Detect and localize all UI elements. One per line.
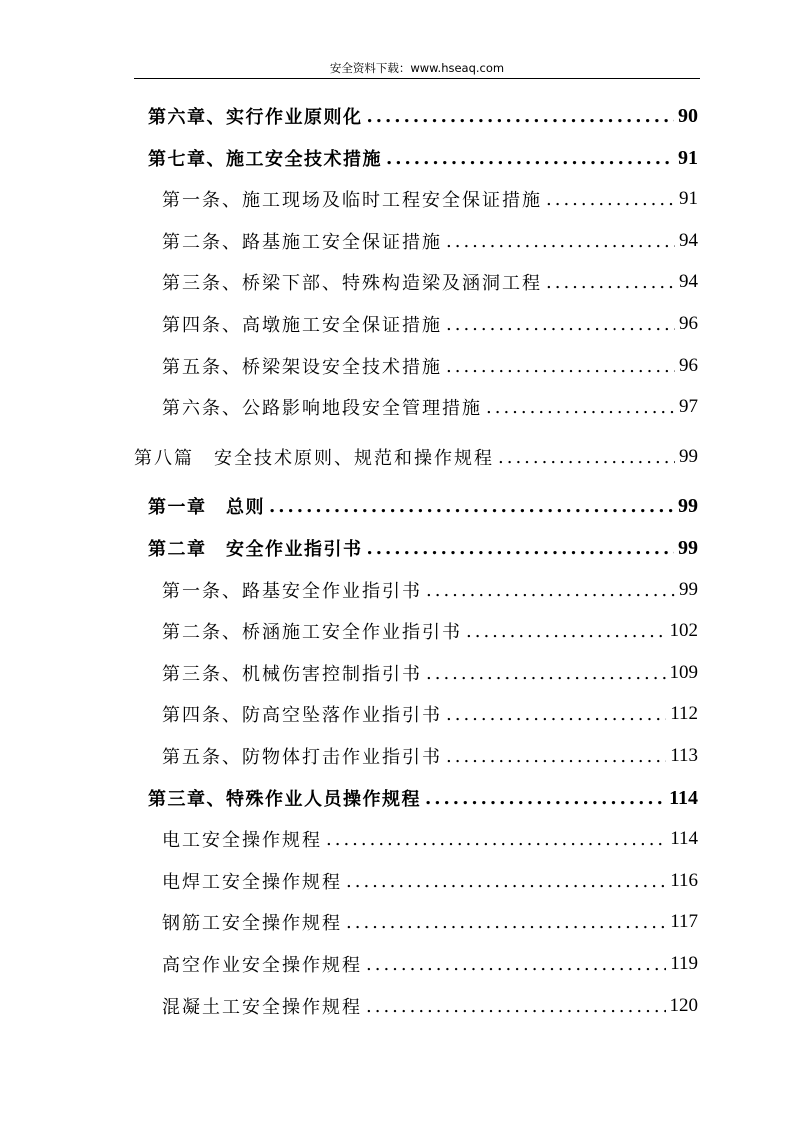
toc-dot-leader: [326, 829, 666, 850]
toc-dot-leader: [269, 496, 674, 517]
toc-entry-title: 第三章、特殊作业人员操作规程: [148, 789, 421, 810]
toc-entry-page-number: 120: [669, 995, 698, 1016]
toc-entry[interactable]: [162, 741, 698, 771]
toc-entry-title: 第一章 总则: [148, 497, 265, 518]
toc-entry[interactable]: [148, 491, 698, 521]
toc-entry[interactable]: [162, 949, 698, 979]
toc-entry-page-number: 94: [679, 271, 698, 292]
toc-entry[interactable]: [162, 267, 698, 297]
toc-dot-leader: [546, 189, 675, 210]
toc-entry-page-number: 113: [670, 745, 698, 766]
toc-entry-page-number: 91: [678, 146, 698, 169]
toc-entry-title: 第五条、防物体打击作业指引书: [162, 747, 442, 768]
toc-entry-page-number: 99: [678, 536, 698, 559]
toc-entry-title: 高空作业安全操作规程: [162, 955, 362, 976]
toc-entry[interactable]: [162, 991, 698, 1021]
toc-entry-title: 第一条、路基安全作业指引书: [162, 581, 422, 602]
toc-dot-leader: [466, 621, 666, 642]
toc-entry[interactable]: [148, 101, 698, 131]
toc-entry-title: 第七章、施工安全技术措施: [148, 149, 382, 170]
toc-entry[interactable]: [162, 575, 698, 605]
toc-dot-leader: [486, 397, 675, 418]
toc-entry-title: 电工安全操作规程: [162, 830, 322, 851]
toc-entry[interactable]: [162, 658, 698, 688]
toc-dot-leader: [366, 996, 666, 1017]
toc-entry-page-number: 102: [669, 620, 698, 641]
toc-entry[interactable]: [162, 309, 698, 339]
toc-dot-leader: [446, 314, 675, 335]
toc-entry-page-number: 94: [679, 230, 698, 251]
header-text: 安全资料下载：www.hseaq.com: [329, 61, 505, 75]
toc-dot-leader: [498, 447, 675, 468]
toc-entry[interactable]: [162, 907, 698, 937]
toc-entry[interactable]: [162, 699, 698, 729]
toc-entry-page-number: 117: [670, 911, 698, 932]
toc-dot-leader: [446, 231, 675, 252]
toc-dot-leader: [367, 106, 675, 127]
toc-dot-leader: [426, 663, 666, 684]
toc-entry-page-number: 91: [679, 188, 698, 209]
toc-entry-page-number: 96: [679, 355, 698, 376]
toc-entry-title: 第三条、机械伤害控制指引书: [162, 664, 422, 685]
toc-entry[interactable]: [134, 442, 698, 472]
toc-entry-page-number: 99: [679, 446, 698, 467]
toc-entry-title: 第六章、实行作业原则化: [148, 107, 363, 128]
toc-entry-page-number: 96: [679, 313, 698, 334]
toc-dot-leader: [346, 912, 666, 933]
toc-dot-leader: [446, 746, 666, 767]
toc-entry[interactable]: [148, 783, 698, 813]
toc-entry-page-number: 112: [670, 703, 698, 724]
toc-entry[interactable]: [162, 616, 698, 646]
toc-entry-title: 第六条、公路影响地段安全管理措施: [162, 398, 482, 419]
toc-entry-page-number: 119: [670, 953, 698, 974]
toc-dot-leader: [386, 148, 674, 169]
toc-entry-title: 第四条、防高空坠落作业指引书: [162, 705, 442, 726]
toc-entry-title: 第四条、高墩施工安全保证措施: [162, 315, 442, 336]
toc-dot-leader: [446, 356, 675, 377]
toc-entry-title: 第二条、桥涵施工安全作业指引书: [162, 622, 462, 643]
toc-entry[interactable]: [162, 392, 698, 422]
toc-entry[interactable]: [162, 226, 698, 256]
toc-entry[interactable]: [148, 143, 698, 173]
toc-entry-title: 第五条、桥梁架设安全技术措施: [162, 357, 442, 378]
toc-entry-title: 第八篇 安全技术原则、规范和操作规程: [134, 448, 494, 469]
toc-dot-leader: [546, 272, 675, 293]
toc-dot-leader: [367, 538, 675, 559]
toc-entry[interactable]: [162, 184, 698, 214]
toc-entry-title: 第一条、施工现场及临时工程安全保证措施: [162, 190, 542, 211]
toc-dot-leader: [366, 954, 666, 975]
toc-entry-page-number: 116: [670, 870, 698, 891]
toc-entry[interactable]: [162, 824, 698, 854]
toc-dot-leader: [425, 788, 665, 809]
toc-entry-page-number: 99: [679, 579, 698, 600]
toc-entry-title: 第三条、桥梁下部、特殊构造梁及涵洞工程: [162, 273, 542, 294]
toc-entry-page-number: 99: [678, 494, 698, 517]
toc-entry[interactable]: [162, 351, 698, 381]
toc-dot-leader: [446, 704, 666, 725]
toc-entry-page-number: 109: [669, 662, 698, 683]
toc-entry-page-number: 97: [679, 396, 698, 417]
toc-entry-title: 第二条、路基施工安全保证措施: [162, 232, 442, 253]
toc-entry-title: 混凝土工安全操作规程: [162, 997, 362, 1018]
toc-entry[interactable]: [162, 866, 698, 896]
toc-entry-title: 钢筋工安全操作规程: [162, 913, 342, 934]
toc-entry-page-number: 114: [670, 828, 698, 849]
toc-entry-page-number: 90: [678, 104, 698, 127]
toc-entry-title: 电焊工安全操作规程: [162, 872, 342, 893]
toc-dot-leader: [426, 580, 675, 601]
toc-entry-title: 第二章 安全作业指引书: [148, 539, 363, 560]
toc-dot-leader: [346, 871, 666, 892]
toc-entry[interactable]: [148, 533, 698, 563]
toc-entry-page-number: 114: [669, 786, 698, 809]
